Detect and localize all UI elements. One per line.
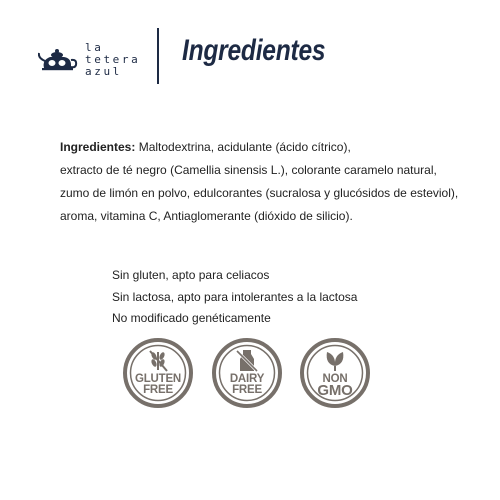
badge-label: GMO	[317, 382, 353, 399]
claims-list	[112, 265, 357, 330]
brand-line: tetera	[85, 53, 141, 66]
milk-bottle-crossed-icon	[212, 338, 282, 408]
badge-label: DAIRY	[229, 373, 265, 385]
brand-wordmark	[85, 42, 140, 78]
claim-lactose: Sin lactosa, apto para intolerantes a la lactosa	[112, 289, 358, 304]
teapot-logo-icon	[38, 48, 78, 74]
gluten-free-badge	[123, 338, 193, 408]
claim-gmo: No modificado genéticamente	[112, 311, 271, 325]
ingredients-block	[60, 136, 480, 228]
wheat-crossed-icon	[123, 338, 193, 408]
ingredients-label: Ingredientes:	[60, 140, 136, 154]
page-title: Ingredientes	[182, 34, 326, 67]
non-gmo-badge	[300, 338, 370, 408]
badge-label: FREE	[232, 384, 262, 396]
ingredients-line: aroma, vitamina C, Antiaglomerante (dióxido de silicio).	[60, 209, 353, 223]
ingredients-line: zumo de limón en polvo, edulcorantes (sucralosa y glucósidos de esteviol),	[60, 186, 459, 200]
header-divider	[157, 28, 159, 84]
badge-label: NON	[322, 373, 348, 385]
leaf-icon	[300, 338, 370, 408]
brand-line: azul	[85, 65, 122, 78]
header	[0, 0, 500, 90]
badge-label: GLUTEN	[134, 373, 182, 385]
badge-label: FREE	[143, 384, 173, 396]
ingredients-line: Maltodextrina, acidulante (ácido cítrico),	[135, 140, 351, 154]
dairy-free-badge	[212, 338, 282, 408]
brand-line: la	[85, 41, 104, 54]
claim-gluten: Sin gluten, apto para celiacos	[112, 268, 270, 282]
ingredients-line: extracto de té negro (Camellia sinensis L.), colorante caramelo natural,	[60, 163, 437, 177]
